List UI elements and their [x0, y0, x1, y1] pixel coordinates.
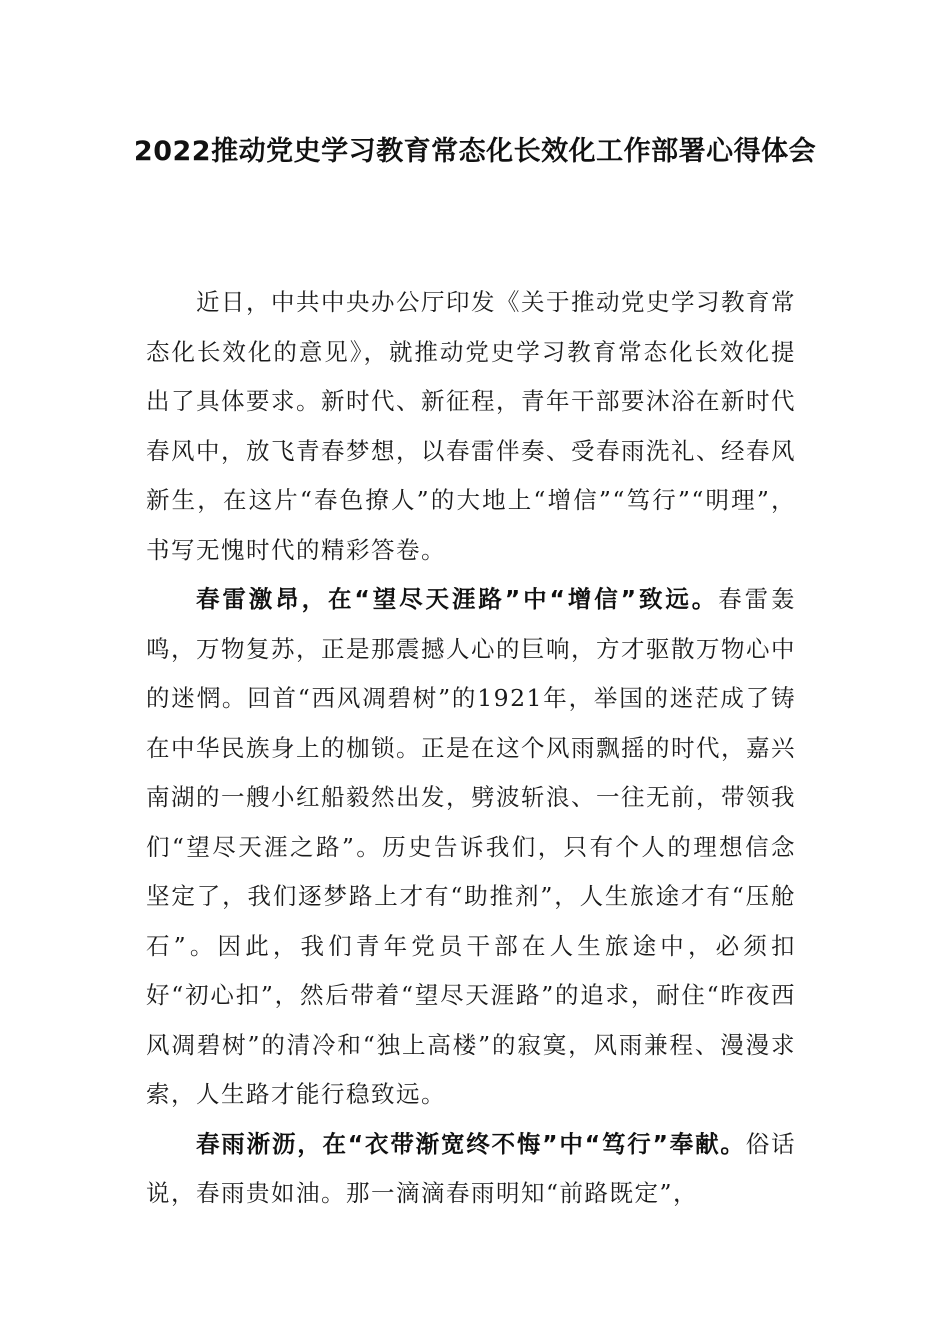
paragraph-spring-thunder	[146, 575, 796, 1120]
document-title: 2022推动党史学习教育常态化长效化工作部署心得体会	[133, 136, 817, 167]
paragraph-intro	[146, 278, 796, 575]
paragraph-text: 俗话说，春雨贵如油。那一滴滴春雨明知“前路既定”，	[146, 1129, 797, 1207]
paragraph-lead-heading: 春雨淅沥，在“衣带渐宽终不悔”中“笃行”奉献。	[196, 1129, 746, 1158]
paragraph-spring-rain	[146, 1120, 796, 1219]
paragraph-text: 近日，中共中央办公厅印发《关于推动党史学习教育常态化长效化的意见》，就推动党史学习教育常态化长效化提出了具体要求。新时代、新征程，青年干部要沐浴在新时代春风中，放飞青春梦想，以春雷伴奏、受春雨洗礼、经春风新生，在这片“春色撩人”的大地上“增信”“笃行”“明理”，书写无愧时代的精彩答卷。	[146, 288, 796, 564]
paragraph-lead-heading: 春雷激昂，在“望尽天涯路”中“增信”致远。	[196, 585, 719, 613]
paragraph-text: 春雷轰鸣，万物复苏，正是那震撼人心的巨响，方才驱散万物心中的迷惘。回首“西风凋碧树”的1921年，举国的迷茫成了铸在中华民族身上的枷锁。正是在这个风雨飘摇的时代，嘉兴南湖的一艘小红船毅然出发，劈波斩浪、一往无前，带领我们“望尽天涯之路”。历史告诉我们，只有个人的理想信念坚定了，我们逐梦路上才有“助推剂”，人生旅途才有“压舱石”。因此，我们青年党员干部在人生旅途中，必须扣好“初心扣”，然后带着“望尽天涯路”的追求，耐住“昨夜西风凋碧树”的清冷和“独上高楼”的寂寞，风雨兼程、漫漫求索，人生路才能行稳致远。	[146, 585, 797, 1108]
document-body	[146, 278, 796, 1219]
